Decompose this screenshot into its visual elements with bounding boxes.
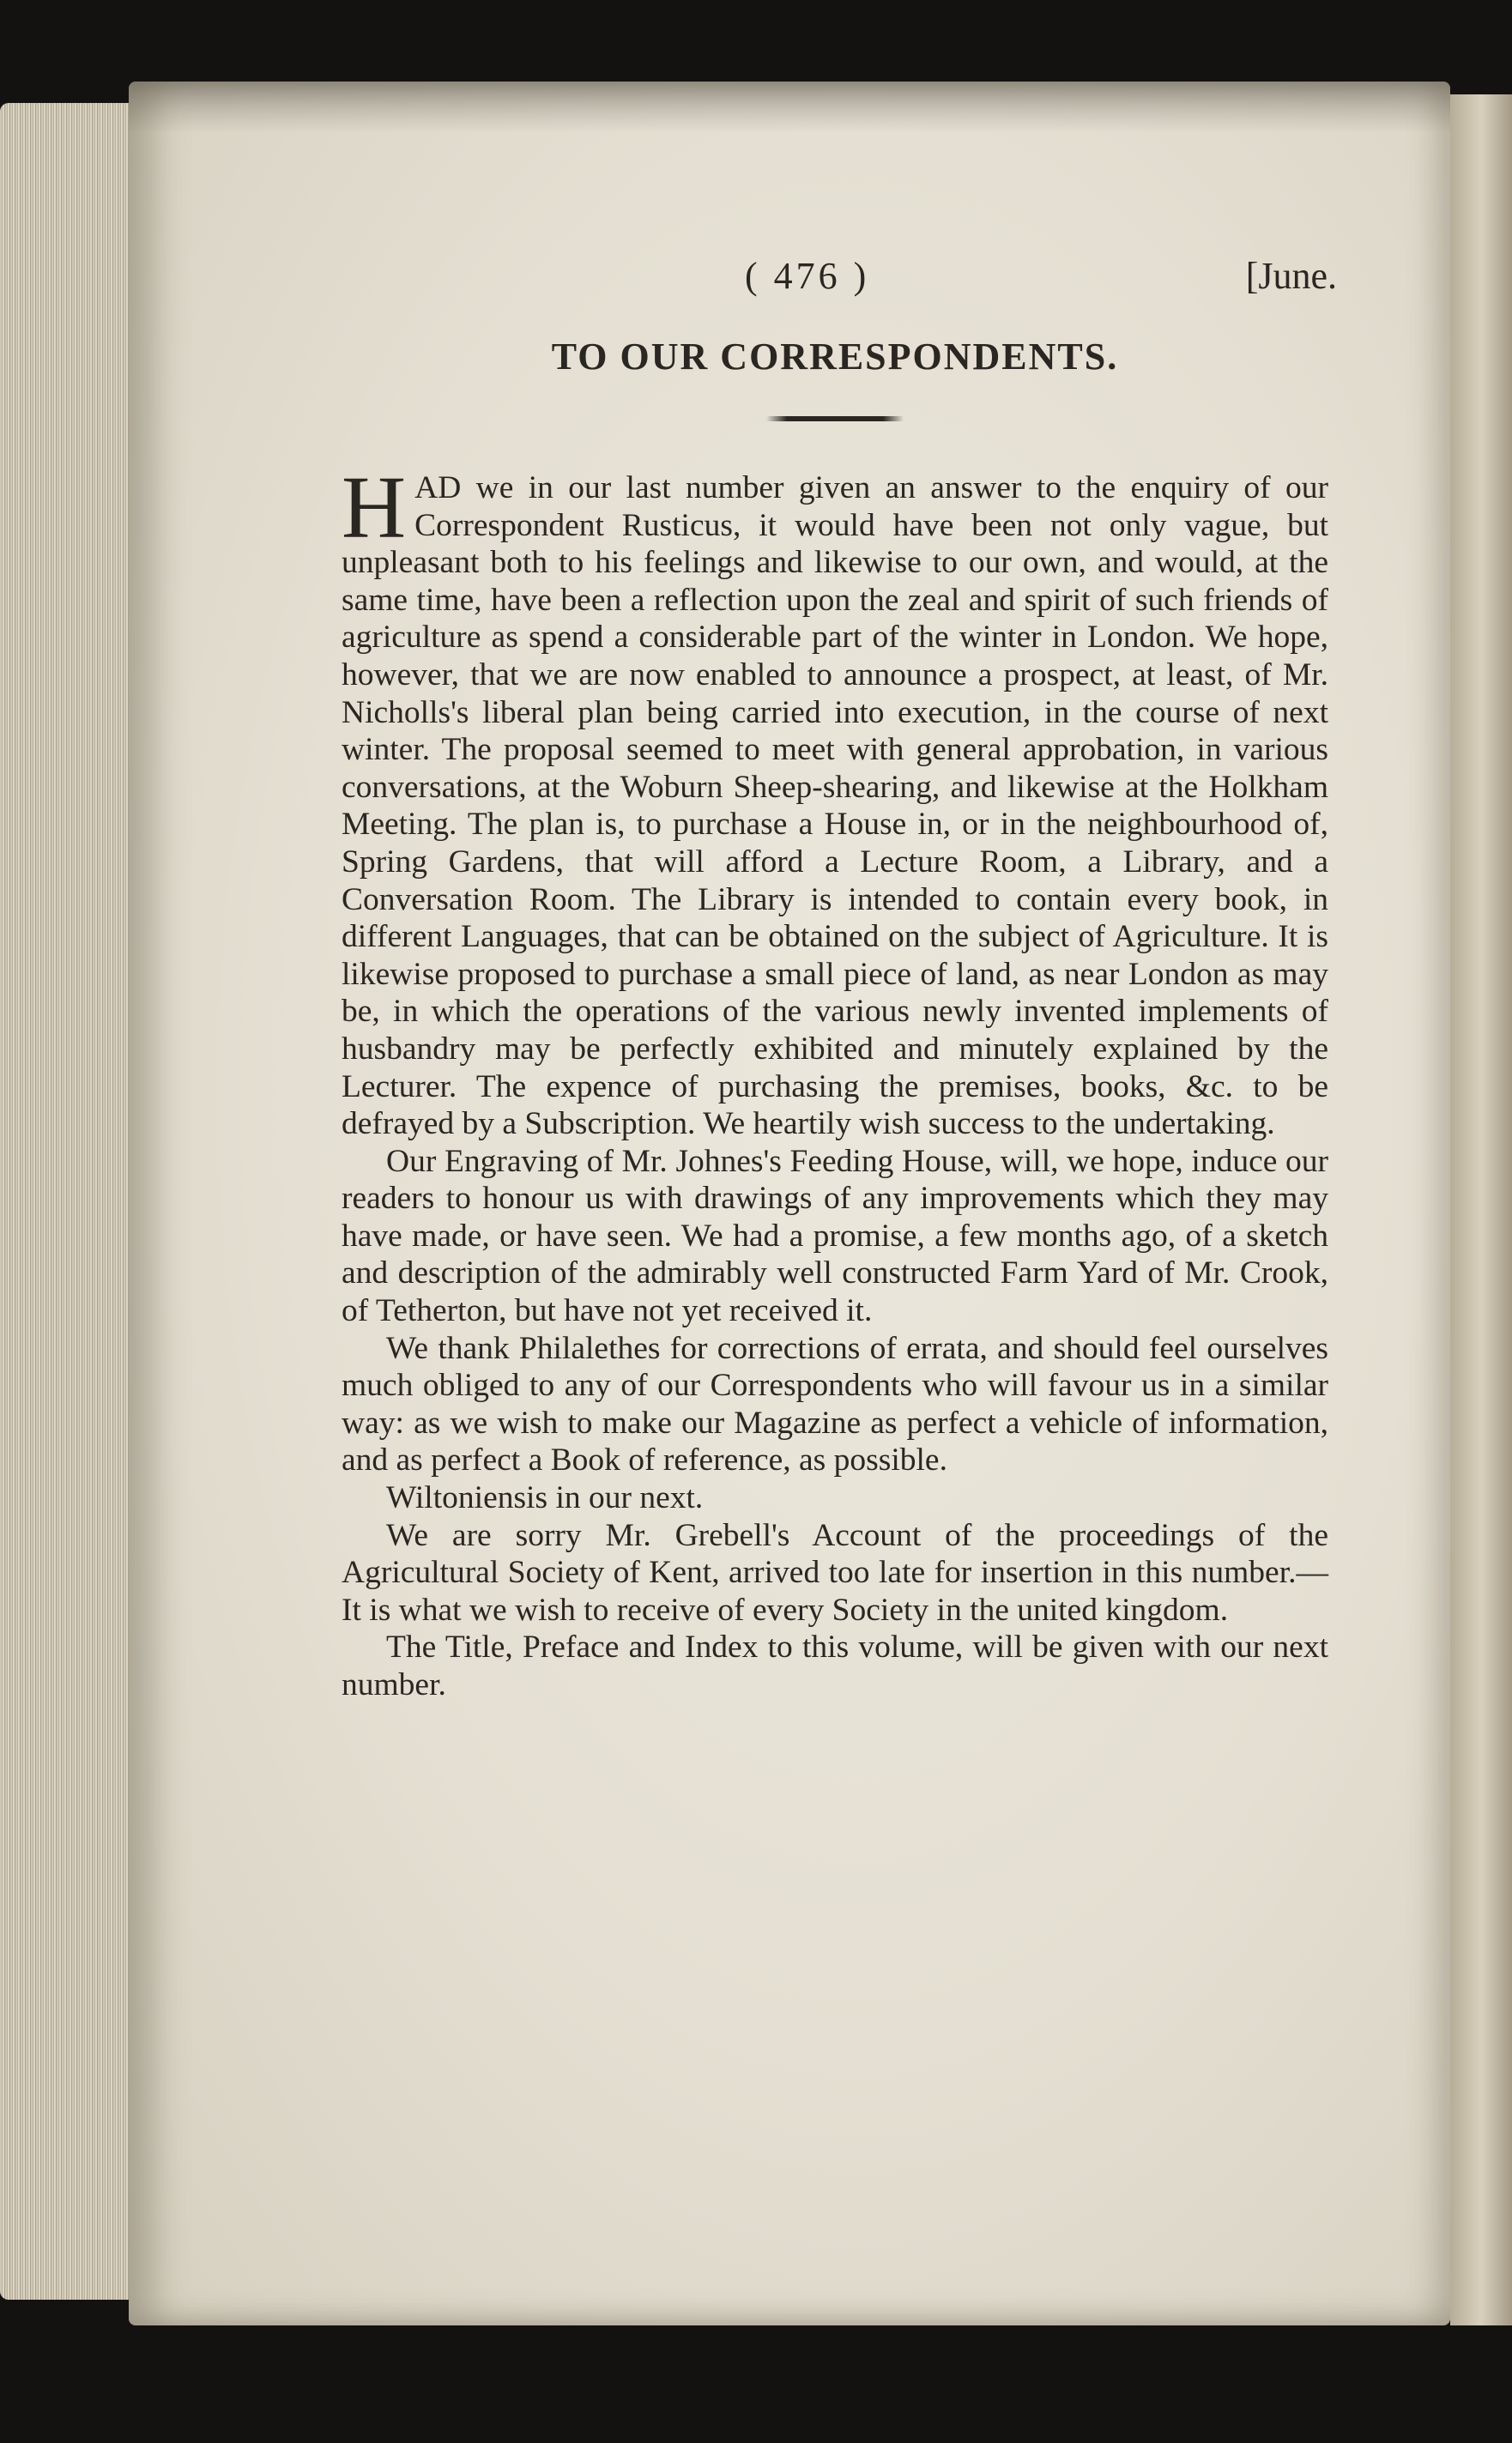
paragraph-2: Our Engraving of Mr. Johnes's Feeding House, will, we hope, induce our readers to honour us with drawings of any improvements which they may have made, or have seen. We had a promise, a few months ago, of a sketch and description of the admirably well constructed Farm Yard of Mr. Crook, of Tetherton, but have not yet received it. <box>342 1143 1328 1329</box>
title-rule <box>766 416 904 421</box>
paragraph-1-text: AD we in our last number given an answer to the enquiry of our Correspondent Rusticus, it would have been not only vague, but unpleasant both to his feelings and likewise to our own, and would, at the same time, have been a reflection upon the zeal and spirit of such friends of agriculture as spend a considerable part of the winter in London. We hope, however, that we are now enabled to announce a prospect, at least, of Mr. Nicholls's liberal plan being carried into execution, in the course of next winter. The proposal seemed to meet with general approbation, in various conversations, at the Woburn Sheep-shearing, and likewise at the Holkham Meeting. The plan is, to purchase a House in, or in the neighbourhood of, Spring Gardens, that will afford a Lecture Room, a Library, and a Conversation Room. The Library is intended to contain every book, in different Languages, that can be obtained on the subject of Agriculture. It is likewise proposed to purchase a small piece of land, as near London as may be, in which the operations of the various newly invented implements of husbandry may be perfectly exhibited and minutely explained by the Lecturer. The expence of purchasing the premises, books, &c. to be defrayed by a Subscription. We heartily wish success to the undertaking. <box>342 470 1328 1142</box>
running-head-month: [June. <box>1245 255 1337 297</box>
paragraph-5: We are sorry Mr. Grebell's Account of the proceedings of the Agricultural Society of Kent, arrived too late for insertion in this number.—It is what we wish to receive of every Society in the united kingdom. <box>342 1517 1328 1628</box>
paragraph-3: We thank Philalethes for corrections of errata, and should feel ourselves much obliged to any of our Correspondents who will favour us in a similar way: as we wish to make our Magazine as perfect a vehicle of information, and as perfect a Book of reference, as possible. <box>342 1330 1328 1478</box>
article-title: TO OUR CORRESPONDENTS. <box>551 336 1119 378</box>
page-number: ( 476 ) <box>745 255 870 297</box>
facing-page-edge <box>1450 94 1512 2325</box>
drop-cap: H <box>342 458 407 557</box>
paragraph-4: Wiltoniensis in our next. <box>386 1480 704 1516</box>
page-top-shadow <box>129 82 1450 133</box>
paragraph-1 <box>342 458 1328 1143</box>
paragraph-6: The Title, Preface and Index to this volume, will be given with our next number. <box>342 1630 1328 1702</box>
page-content <box>342 232 1337 1704</box>
running-head <box>342 232 1337 300</box>
